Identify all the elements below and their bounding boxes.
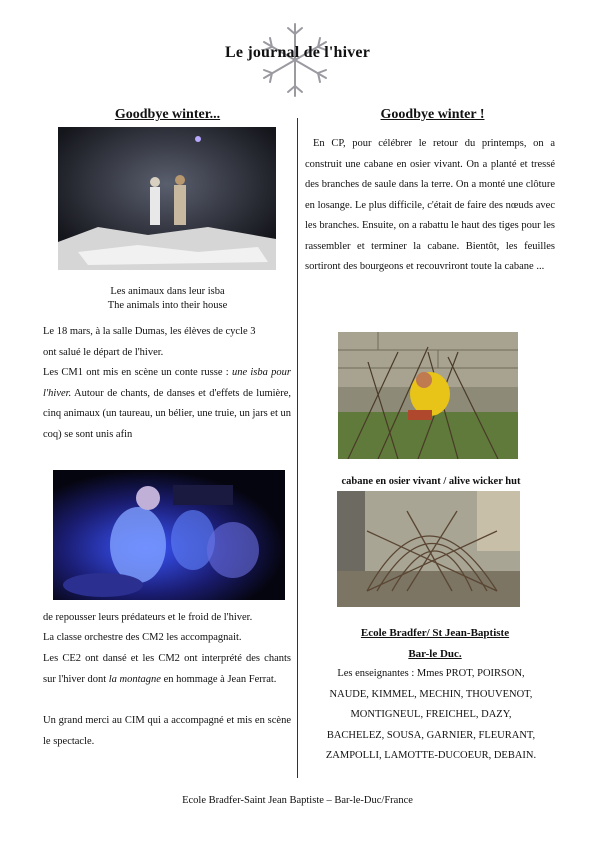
play-text: Les CM1 ont mis en scène un conte russe : [43,367,232,378]
song-title: la montagne [108,673,161,685]
teachers-list [300,664,562,767]
photo-caption-fr: Les animaux dans leur isba [110,286,225,297]
intro-line: ont salué le départ de l'hiver. [43,346,164,358]
page-title: Le journal de l'hiver [224,44,371,61]
photo-blue-light-performance [53,470,285,600]
intro-line: Le 18 mars, à la salle Dumas, les élèves de cycle 3 [43,326,256,337]
teachers-line: Les enseignantes : Mmes PROT, POIRSON, [337,668,525,679]
left-paragraph-orchestra: La classe orchestre des CM2 les accompagnait. [43,632,242,643]
right-heading: Goodbye winter ! [380,107,485,122]
photo-wicker-hut [337,491,520,607]
left-heading: Goodbye winter... [114,107,221,122]
right-paragraph-cabane: En CP, pour célébrer le retour du printemps, on a construit une cabane en osier vivant. On a planté et tressé des branches de saule dans la terre. On a monté une clôture en losange. Le plus difficile, c'était de faire des nœuds avec les branches. Ensuite, on a rabattu le haut des tiges pour les rassembler et terminer la cabane. Bientôt, les feuilles sortiront des bourgeons et recouvriront toute la cabane ... [305,138,555,272]
teachers-line: ZAMPOLLI, LAMOTTE-DUCOEUR, DEBAIN. [325,750,537,761]
left-paragraph-predators: de repousser leurs prédateurs et le froid de l'hiver. [43,612,253,623]
dance-text: en hommage à Jean Ferrat. [160,673,277,685]
photo-child-weaving [338,332,518,459]
page-footer: Ecole Bradfer-Saint Jean Baptiste – Bar-le-Duc/France [182,795,413,806]
left-paragraph-intro [43,322,291,363]
play-text: Autour de chants, de danses et d'effets de lumière, cinq animaux (un taureau, un bélier, une truie, un jars et un coq) se sont unis afin [43,387,291,440]
column-divider [297,118,298,778]
left-paragraph-dance [43,649,291,690]
left-paragraph-thanks: Un grand merci au CIM qui a accompagné et mis en scène le spectacle. [43,715,291,747]
play-title: une isba pour l'hiver. [43,367,291,399]
teachers-line: NAUDE, KIMMEL, MECHIN, THOUVENOT, [329,688,533,700]
photo-caption-en: The animals into their house [107,300,228,311]
left-paragraph-play [43,363,291,445]
teachers-line: MONTIGNEUL, FREICHEL, DAZY, [350,709,512,720]
teachers-line: BACHELEZ, SOUSA, GARNIER, FLEURANT, [326,729,536,741]
dance-text: Les CE2 ont dansé et les CM2 ont interprété des chants sur l'hiver dont [43,653,291,685]
wicker-hut-caption: cabane en osier vivant / alive wicker hut [341,476,521,487]
photo-animals-stage [58,127,276,270]
school-city-line: Bar-le Duc. [408,648,462,660]
school-name-line: Ecole Bradfer/ St Jean-Baptiste [360,627,510,639]
